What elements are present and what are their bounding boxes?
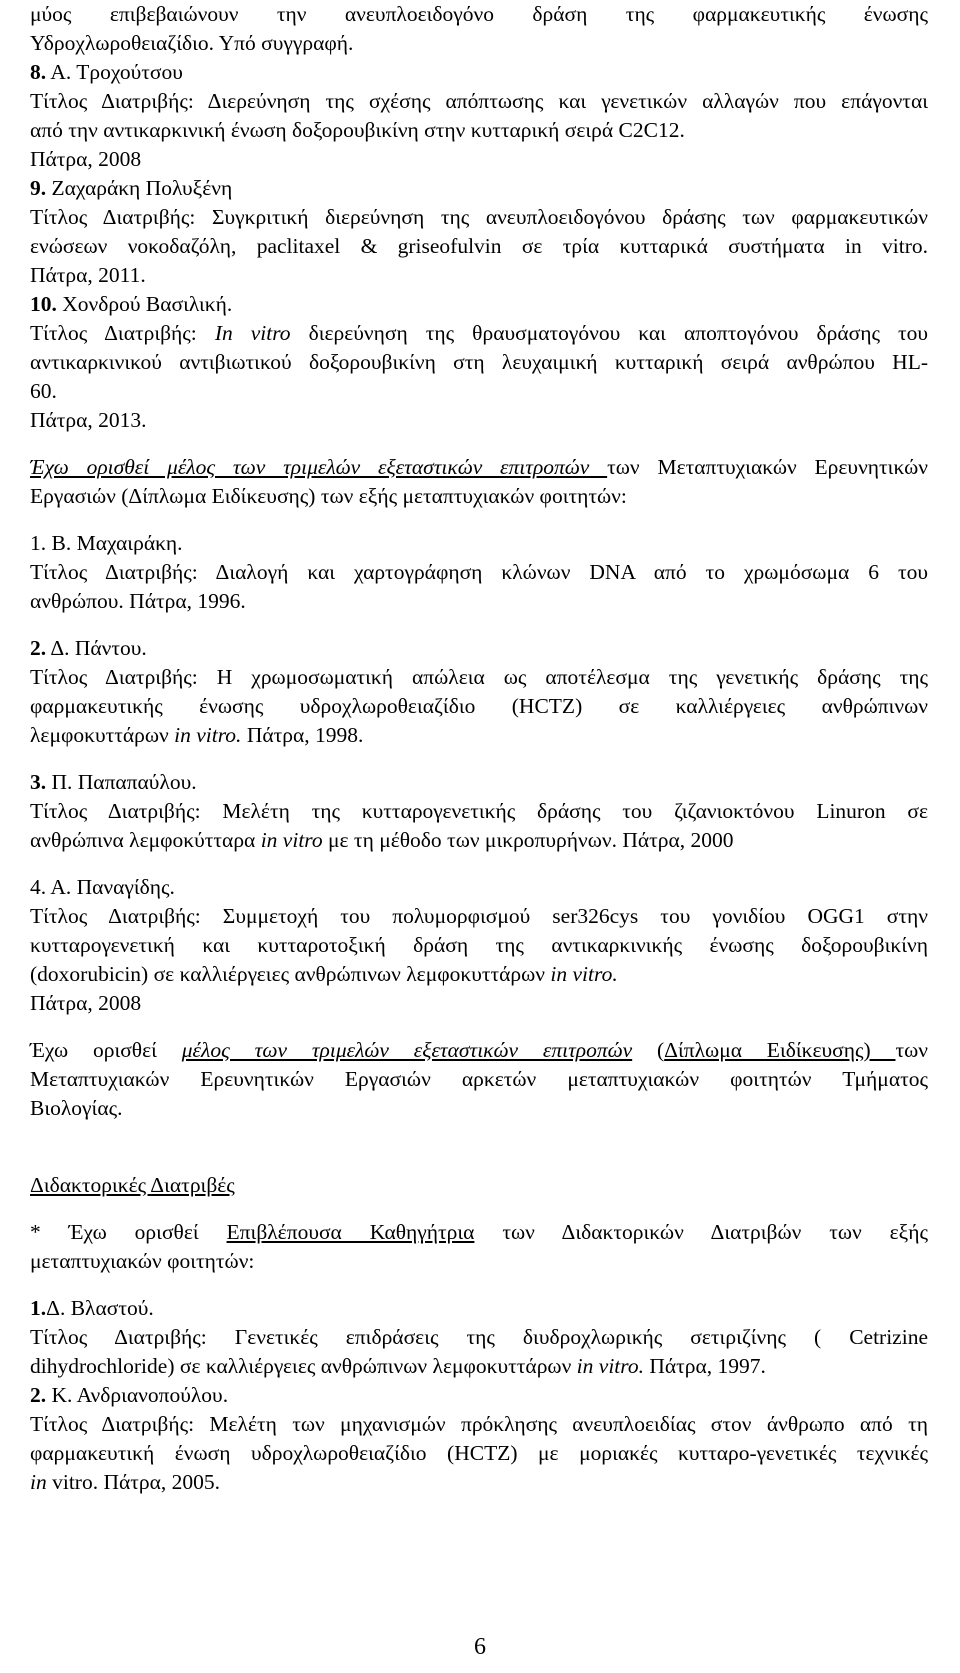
title-text: ανθρώπινα λεμφοκύτταρα bbox=[30, 828, 261, 852]
committee-entry-3-heading bbox=[30, 768, 928, 797]
entry-number: 10. bbox=[30, 292, 57, 316]
thesis-place-year: Πάτρα, 2008 bbox=[30, 991, 142, 1015]
section-heading-doctoral bbox=[30, 1171, 928, 1200]
entry-number: 3. bbox=[30, 770, 47, 794]
thesis-place-year: Πάτρα, 1997. bbox=[643, 1354, 766, 1378]
thesis-place-year: Πάτρα, 2013. bbox=[30, 408, 147, 432]
italic-term: in vitro. bbox=[576, 1354, 644, 1378]
page-number: 6 bbox=[474, 1634, 486, 1660]
student-name: Ζαχαράκη Πολυξένη bbox=[46, 176, 233, 200]
thesis-title-cont: ενώσεων νοκοδαζόλη, paclitaxel & griseofulvin σε τρία κυτταρικά συστήματα in vitro. bbox=[30, 234, 928, 258]
thesis-title-cont: ανθρώπου. Πάτρα, 1996. bbox=[30, 589, 246, 613]
title-prefix: Τίτλος Διατριβής: bbox=[30, 321, 215, 345]
student-name: Α. Τροχούτσου bbox=[46, 60, 183, 84]
entry-number: 2. bbox=[30, 636, 47, 660]
thesis-title-cont bbox=[30, 721, 928, 750]
committee-intro bbox=[30, 453, 928, 482]
thesis-title-cont bbox=[30, 1352, 928, 1381]
thesis-title: Τίτλος Διατριβής: Μελέτη της κυτταρογενετικής δράσης του ζιζανιοκτόνου Linuron σε bbox=[30, 799, 928, 823]
student-name: Β. Μαχαιράκη. bbox=[46, 531, 183, 555]
committee-statement-cont: Βιολογίας. bbox=[30, 1096, 123, 1120]
thesis-title-cont: φαρμακευτικής ένωσης υδροχλωροθειαζίδιο (HCTZ) σε καλλιέργειες ανθρώπινων bbox=[30, 694, 928, 718]
entry-number: 1. bbox=[30, 531, 47, 555]
thesis-title-cont bbox=[30, 826, 928, 855]
entry-10-heading bbox=[30, 290, 928, 319]
entry-number: 8. bbox=[30, 60, 47, 84]
thesis-title: Τίτλος Διατριβής: Διερεύνηση της σχέσης απόπτωσης και γενετικών αλλαγών που επάγονται bbox=[30, 89, 928, 113]
thesis-title: Τίτλος Διατριβής: Μελέτη των μηχανισμών πρόκλησης ανευπλοειδίας στον άνθρωπο από τη bbox=[30, 1412, 928, 1436]
title-text: λεμφοκυττάρων bbox=[30, 723, 175, 747]
committee-intro-cont: Εργασιών (Δίπλωμα Ειδίκευσης) των εξής μεταπτυχιακών φοιτητών: bbox=[30, 484, 627, 508]
thesis-title: Τίτλος Διατριβής: Συγκριτική διερεύνηση της ανευπλοειδογόνου δράσης των φαρμακευτικών bbox=[30, 205, 928, 229]
italic-term: in vitro bbox=[260, 828, 323, 852]
thesis-title-cont: αντικαρκινικού αντιβιωτικού δοξορουβικίνη στη λευχαιμική κυτταρική σειρά ανθρώπου HL- bbox=[30, 350, 928, 374]
italic-term: In vitro bbox=[214, 321, 291, 345]
thesis-title-cont: 60. bbox=[30, 379, 57, 403]
thesis-place-year: Πάτρα, 2011. bbox=[30, 263, 146, 287]
italic-term: in bbox=[30, 1470, 47, 1494]
thesis-title-cont: φαρμακευτική ένωση υδροχλωροθειαζίδιο (HCTZ) με μοριακές κυτταρο-γενετικές τεχνικές bbox=[30, 1441, 928, 1465]
doctoral-entry-2-heading bbox=[30, 1381, 928, 1410]
statement-text: ( bbox=[632, 1038, 665, 1062]
statement-underlined: Δίπλωμα Ειδίκευσης) bbox=[664, 1038, 896, 1062]
committee-statement bbox=[30, 1036, 928, 1065]
text-line: μύος επιβεβαιώνουν την ανευπλοειδογόνο δράση της φαρμακευτικής ένωσης bbox=[30, 2, 928, 26]
entry-number: 2. bbox=[30, 1383, 47, 1407]
title-text: (doxorubicin) σε καλλιέργειες ανθρώπινων λεμφοκυττάρων bbox=[30, 962, 551, 986]
committee-intro-text: των Μεταπτυχιακών Ερευνητικών bbox=[607, 455, 928, 479]
committee-entry-4-heading: 4. Α. Παναγίδης. bbox=[30, 875, 175, 899]
thesis-title: Τίτλος Διατριβής: Γενετικές επιδράσεις της διυδροχλωρικής σετιριζίνης ( Cetrizine bbox=[30, 1325, 928, 1349]
title-text: με τη μέθοδο των μικροπυρήνων. Πάτρα, 2000 bbox=[322, 828, 734, 852]
thesis-title-cont: από την αντικαρκινική ένωση δοξορουβικίνη στην κυτταρική σειρά C2C12. bbox=[30, 118, 685, 142]
entry-8-heading bbox=[30, 58, 928, 87]
thesis-title bbox=[30, 319, 928, 348]
thesis-place-year: Πάτρα, 1998. bbox=[241, 723, 364, 747]
statement-emphasis: μέλος των τριμελών εξεταστικών επιτροπών bbox=[181, 1038, 633, 1062]
italic-term: in vitro. bbox=[550, 962, 618, 986]
committee-entry-2-heading bbox=[30, 634, 928, 663]
committee-entry-1-heading bbox=[30, 529, 928, 558]
statement-lead: Έχω ορισθεί bbox=[30, 1038, 182, 1062]
italic-term: in vitro. bbox=[174, 723, 242, 747]
student-name: Δ. Βλαστού. bbox=[46, 1296, 154, 1320]
title-text: dihydrochloride) σε καλλιέργειες ανθρώπινων λεμφοκυττάρων bbox=[30, 1354, 577, 1378]
thesis-title: Τίτλος Διατριβής: Διαλογή και χαρτογράφηση κλώνων DNA από το χρωμόσωμα 6 του bbox=[30, 560, 928, 584]
entry-9-heading bbox=[30, 174, 928, 203]
thesis-title-cont bbox=[30, 1468, 928, 1497]
thesis-place-year: vitro. Πάτρα, 2005. bbox=[46, 1470, 221, 1494]
thesis-title-cont: κυτταρογενετική και κυτταροτοξική δράση της αντικαρκινικής ένωσης δοξορουβικίνη bbox=[30, 933, 928, 957]
thesis-title: Τίτλος Διατριβής: Συμμετοχή του πολυμορφισμού ser326cys του γονιδίου OGG1 στην bbox=[30, 904, 928, 928]
student-name: Κ. Ανδριανοπούλου. bbox=[46, 1383, 229, 1407]
statement-text: των bbox=[895, 1038, 928, 1062]
entry-number: 1. bbox=[30, 1296, 47, 1320]
thesis-title-cont bbox=[30, 960, 928, 989]
student-name: Δ. Πάντου. bbox=[46, 636, 147, 660]
doctoral-intro bbox=[30, 1218, 928, 1247]
doctoral-entry-1-heading bbox=[30, 1294, 928, 1323]
committee-statement-cont: Μεταπτυχιακών Ερευνητικών Εργασιών αρκετών μεταπτυχιακών φοιτητών Τμήματος bbox=[30, 1067, 928, 1091]
supervisor-role: Επιβλέπουσα Καθηγήτρια bbox=[226, 1220, 475, 1244]
thesis-title: Τίτλος Διατριβής: Η χρωμοσωματική απώλεια ως αποτέλεσμα της γενετικής δράσης της bbox=[30, 665, 928, 689]
document-body bbox=[30, 0, 928, 1497]
text-line: Υδροχλωροθειαζίδιο. Υπό συγγραφή. bbox=[30, 31, 354, 55]
student-name: Χονδρού Βασιλική. bbox=[56, 292, 233, 316]
section-heading-text: Διδακτορικές Διατριβές bbox=[30, 1173, 235, 1197]
intro-lead: * Έχω ορισθεί bbox=[30, 1220, 227, 1244]
doctoral-intro-cont: μεταπτυχιακών φοιτητών: bbox=[30, 1249, 255, 1273]
committee-intro-emphasis: Έχω ορισθεί μέλος των τριμελών εξεταστικών επιτροπών bbox=[30, 455, 608, 479]
intro-text: των Διδακτορικών Διατριβών των εξής bbox=[474, 1220, 929, 1244]
thesis-place-year: Πάτρα, 2008 bbox=[30, 147, 142, 171]
entry-number: 9. bbox=[30, 176, 47, 200]
title-text: διερεύνηση της θραυσματογόνου και αποπτογόνου δράσης του bbox=[290, 321, 929, 345]
student-name: Π. Παπαπαύλου. bbox=[46, 770, 197, 794]
